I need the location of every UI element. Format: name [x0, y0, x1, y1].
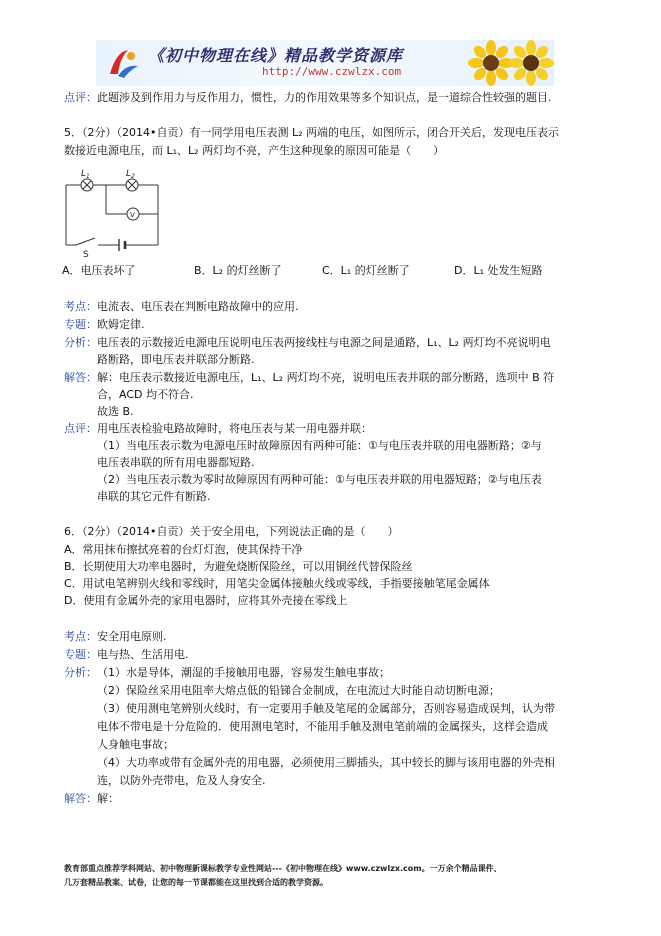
switch-label: S: [83, 250, 89, 258]
footer-line-2: 几万套精品教案、试卷，让您的每一节课都能在这里找到合适的教学资源。: [64, 878, 328, 887]
q5-jieda-line: 故选 B.: [97, 405, 134, 418]
q5-zhuanti: 专题：欧姆定律.: [64, 318, 145, 331]
q5-jieda-line: 合，ACD 均不符合.: [97, 388, 194, 401]
q5-kaodian: 考点：电流表、电压表在判断电路故障中的应用.: [64, 300, 299, 313]
q5-stem-line-2: 数接近电源电压，而 L₁、L₂ 两灯均不亮，产生这种现象的原因可能是（ ）: [64, 144, 445, 157]
q6-fenxi-line: 人身触电事故；: [97, 738, 174, 751]
q6-fenxi-line: （1）水是导体，潮湿的手接触用电器，容易发生触电事故；: [97, 666, 390, 679]
q6-fenxi-line: （4）大功率或带有金属外壳的用电器，必须使用三脚插头，其中较长的脚与该用电器的外壳相: [97, 756, 555, 769]
q5-fenxi-label: 分析：: [64, 336, 97, 349]
q6-option-c[interactable]: C．用试电笔辨别火线和零线时，用笔尖金属体接触火线或零线，手指要接触笔尾金属体: [64, 577, 490, 590]
q6-option-b[interactable]: B．长期使用大功率电器时，为避免烧断保险丝，可以用铜丝代替保险丝: [64, 560, 413, 573]
banner-title: 《初中物理在线》精品教学资源库: [148, 46, 404, 65]
q6-stem: 6．（2分）（2014•自贡）关于安全用电，下列说法正确的是（ ）: [64, 525, 399, 538]
q6-fenxi-line: （2）保险丝采用电阻率大熔点低的铅锑合金制成，在电流过大时能自动切断电源；: [97, 684, 500, 697]
q5-stem-line-1: 5．（2分）（2014•自贡）有一同学用电压表测 L₂ 两端的电压，如图所示，闭合开关后，发现电压表示: [64, 126, 560, 139]
q5-option-b[interactable]: B．L₂ 的灯丝断了: [194, 264, 282, 277]
q5-jieda-line: 解：电压表示数接近电源电压，L₁、L₂ 两灯均不亮，说明电压表并联的部分断路，选项中 B 符: [97, 371, 555, 384]
q5-dianping-line: 用电压表检验电路故障时，将电压表与某一用电器并联：: [97, 422, 372, 435]
q6-zhuanti: 专题：电与热、生活用电.: [64, 648, 189, 661]
q5-dianping-line: （2）当电压表示数为零时故障原因有两种可能：①与电压表并联的用电器短路；②与电压表: [97, 473, 542, 486]
lamp-l2-label: $L_2$: [126, 169, 135, 180]
q6-option-a[interactable]: A．常用抹布擦拭亮着的台灯灯泡，使其保持干净: [64, 543, 303, 556]
q5-option-c[interactable]: C．L₁ 的灯丝断了: [322, 264, 410, 277]
circuit-diagram: [62, 158, 162, 258]
q6-fenxi-line: 电体不带电是十分危险的．使用测电笔时，不能用手触及测电笔前端的金属探头，这样会造成: [97, 720, 548, 733]
top-comment: [64, 91, 552, 105]
q6-option-d[interactable]: D．使用有金属外壳的家用电器时，应将其外壳接在零线上: [64, 594, 348, 607]
site-logo-icon: [104, 44, 142, 82]
q5-dianping-line: 电压表串联的所有用电器都短路.: [97, 456, 255, 469]
q5-jieda-label: 解答：: [64, 371, 97, 384]
q5-option-a[interactable]: A．电压表坏了: [62, 264, 136, 277]
q5-fenxi-line: 电压表的示数接近电源电压说明电压表两接线柱与电源之间是通路，L₁、L₂ 两灯均不亮说明电: [97, 336, 551, 349]
q5-dianping-line: （1）当电压表示数为电源电压时故障原因有两种可能：①与电压表并联的用电器断路；②与: [97, 439, 542, 452]
q5-dianping-line: 串联的其它元件有断路.: [97, 490, 211, 503]
sunflower-icon: [508, 40, 554, 86]
comment-label: 点评：: [64, 91, 97, 104]
lamp-l2-icon: [126, 179, 138, 191]
lamp-l1-label: $L_1$: [81, 169, 90, 180]
q6-jieda: 解答：解：: [64, 792, 119, 805]
q6-fenxi-label: 分析：: [64, 666, 97, 679]
comment-text: 此题涉及到作用力与反作用力，惯性，力的作用效果等多个知识点，是一道综合性较强的题目.: [97, 91, 552, 104]
banner-url[interactable]: http://www.czwlzx.com: [262, 65, 402, 78]
q6-kaodian: 考点：安全用电原则.: [64, 630, 167, 643]
q6-fenxi-line: （3）使用测电笔辨别火线时，有一定要用手触及笔尾的金属部分，否则容易造成误判，认为带: [97, 702, 555, 715]
q5-dianping-label: 点评：: [64, 422, 97, 435]
q5-fenxi-line: 路断路，即电压表并联部分断路.: [97, 353, 255, 366]
q6-fenxi-line: 连，以防外壳带电，危及人身安全.: [97, 774, 266, 787]
footer-line-1: 教育部重点推荐学科网站、初中物理新课标教学专业性网站---《初中物理在线》www.czwlzx.com。一万余个精品课件、: [64, 864, 502, 873]
voltmeter-label: V: [130, 211, 135, 219]
q5-option-d[interactable]: D．L₁ 处发生短路: [454, 264, 543, 277]
header-banner: [96, 40, 554, 86]
lamp-l1-icon: [81, 179, 93, 191]
